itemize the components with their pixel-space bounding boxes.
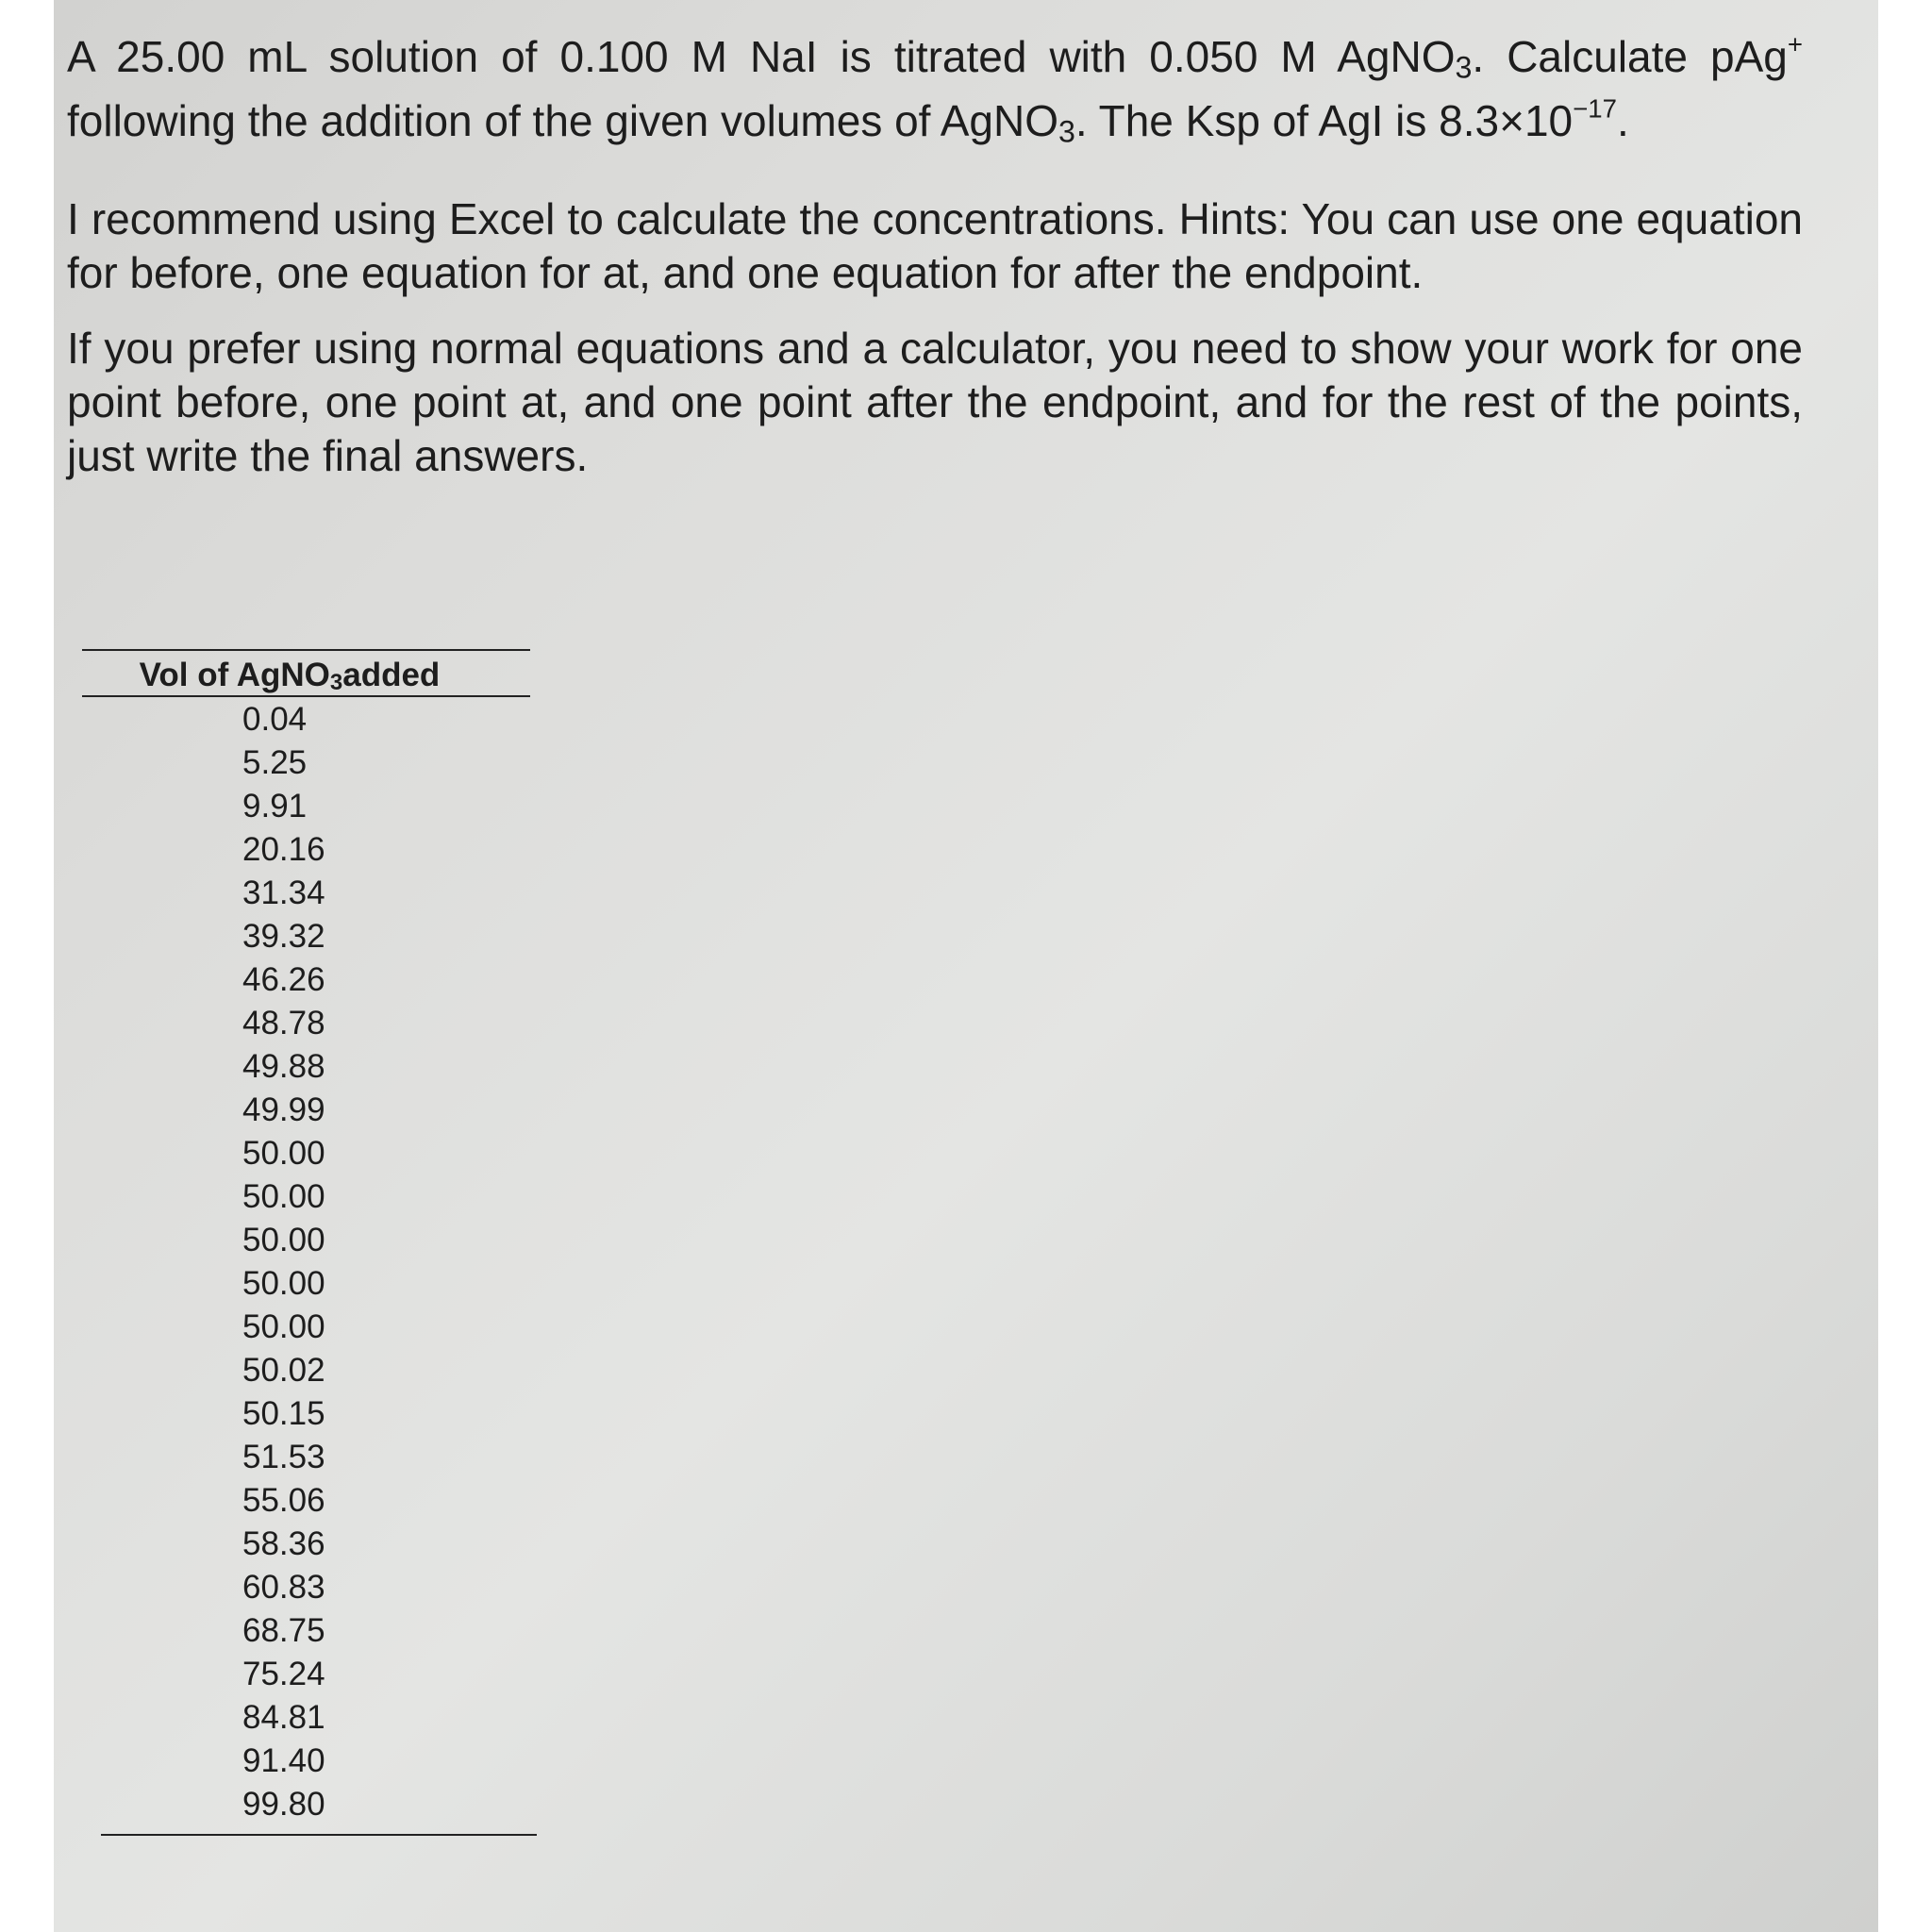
volume-cell: 49.99 <box>242 1091 325 1128</box>
table-header-rule <box>82 695 530 697</box>
volume-cell: 20.16 <box>242 831 325 868</box>
volume-cell: 39.32 <box>242 918 325 955</box>
volume-cell: 68.75 <box>242 1612 325 1649</box>
volume-cell: 99.80 <box>242 1786 325 1823</box>
volume-cell: 46.26 <box>242 961 325 998</box>
volume-cell: 50.00 <box>242 1308 325 1345</box>
volume-cell: 51.53 <box>242 1439 325 1475</box>
volume-cell: 50.00 <box>242 1135 325 1172</box>
volume-cell: 50.15 <box>242 1395 325 1432</box>
table-top-rule <box>82 649 530 651</box>
volume-list <box>242 698 459 1826</box>
volume-cell: 9.91 <box>242 788 308 824</box>
volume-cell: 84.81 <box>242 1699 325 1736</box>
volume-cell: 75.24 <box>242 1656 325 1692</box>
volume-cell: 58.36 <box>242 1525 325 1562</box>
volume-cell: 31.34 <box>242 874 325 911</box>
volume-cell: 48.78 <box>242 1005 325 1041</box>
table-header: Vol of AgNO$_3$added <box>139 657 441 695</box>
volume-cell: 50.00 <box>242 1265 325 1302</box>
volume-cell: 49.88 <box>242 1048 325 1085</box>
excel-hint-paragraph: I recommend using Excel to calculate the concentrations. Hints: You can use one equation for before, one equation for at, and one equation for after the endpoint. <box>67 194 1803 297</box>
volume-cell: 0.04 <box>242 701 308 738</box>
volume-cell: 50.02 <box>242 1352 325 1389</box>
table-bottom-rule <box>101 1834 537 1836</box>
calculator-instructions-paragraph: If you prefer using normal equations and a calculator, you need to show your work for one point before, one point at, and one point after the endpoint, and for the rest of the points, just write the final answers. <box>67 324 1803 480</box>
volume-cell: 55.06 <box>242 1482 325 1519</box>
volume-cell: 5.25 <box>242 744 308 781</box>
volume-cell: 50.00 <box>242 1178 325 1215</box>
paper-sheet <box>54 0 1878 1932</box>
problem-statement: A 25.00 mL solution of 0.100 M NaI is titrated with 0.050 M AgNO$_3$. Calculate pAg+ following the addition of the given volumes of AgNO$_3$. The Ksp of AgI is $8.3\times 10^{-17}$. <box>67 29 1803 149</box>
volume-cell: 60.83 <box>242 1569 325 1606</box>
volume-cell: 91.40 <box>242 1742 325 1779</box>
volume-cell: 50.00 <box>242 1222 325 1258</box>
